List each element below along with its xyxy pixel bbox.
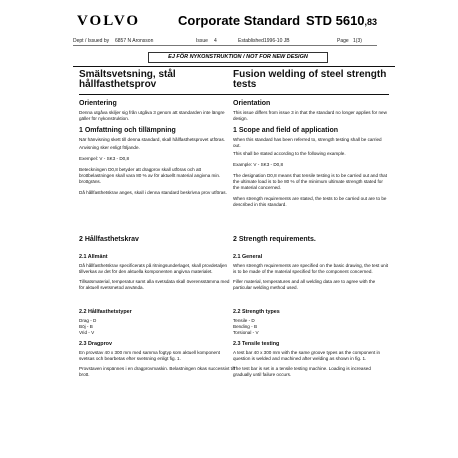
en-section-2-1-heading: 2.1 General <box>233 254 263 260</box>
sv-strength-type-bending: Böj - B <box>79 324 93 329</box>
en-section-2-2-heading: 2.2 Strength types <box>233 309 280 315</box>
en-section-1-example: Example: V - SK3 - D0,8 <box>233 162 284 167</box>
en-section-2 <box>233 236 389 246</box>
en-section-1-heading: 1 Scope and field of application <box>233 127 339 134</box>
sv-section-1-p4: Beteckningen D0,8 betyder att dragprov skall utföras och att brottbelastningen skall vara 80 % av för aktuellt material angivna min. brottgräns. <box>79 167 221 184</box>
issue-label: Issue <box>196 38 208 44</box>
en-section-1 <box>233 127 389 210</box>
sv-section-1-example: Exempel: V - SK3 - D0,8 <box>79 156 130 161</box>
brand-logo: VOLVO <box>77 13 141 29</box>
sv-section-2-1-p1: Då hållfasthetskrav specificerats på ritningsunderlaget, skall provdetaljen tillverkas av det för den aktuella komponenten angivna materialet. <box>79 263 228 274</box>
sv-section-2-2-heading: 2.2 Hållfasthetstyper <box>79 309 132 315</box>
sv-strength-type-tensile: Drag - D <box>79 318 97 323</box>
sv-section-2-3 <box>79 341 235 380</box>
swedish-title: Smältsvetsning, stål hållfasthetsprov <box>79 69 176 90</box>
en-section-1-p4: The designation D0,8 means that tensile testing is to be carried out and that the ultimate load is to be 80 % of the minimum ultimate strength stated for the material concerned. <box>233 173 387 190</box>
en-section-2-3-heading: 2.3 Tensile testing <box>233 341 280 347</box>
en-section-2-heading: 2 Strength requirements. <box>233 236 316 243</box>
sv-section-2-3-p1: En provstav 40 x 300 mm med samma fogtyp som aktuell komponent svetsas och bearbetas efter svetsning enligt fig. 1. <box>79 350 220 361</box>
dept-value: 6857 N Aronsson <box>115 38 154 44</box>
en-section-2-1-p2: Filler material, temperatures and all welding data are to agree with the particular welding method used. <box>233 279 376 290</box>
en-section-2-3-p2: The test bar is set in a tensile testing machine. Loading is increased gradually until failure occurs. <box>233 366 371 377</box>
en-section-2-3-p1: A test bar 40 x 300 mm with the same groove types as the component in question is welded and machined after welding as shown in fig. 1. <box>233 350 381 361</box>
sv-section-2-1-p2: Tillsatsmaterial, temperatur samt alla svetsdata skall överensstämma med för aktuell svetsmetod använda. <box>79 279 230 290</box>
sv-section-2-2 <box>79 309 235 336</box>
en-section-2-2 <box>233 309 389 336</box>
sv-section-1 <box>79 127 235 198</box>
dept-label: Dept / Issued by <box>73 38 110 44</box>
en-section-2-3 <box>233 341 389 380</box>
sv-section-2-heading: 2 Hållfasthetskrav <box>79 236 139 243</box>
sv-section-1-p2: Anvisning sker enligt följande. <box>79 145 140 150</box>
en-section-1-p5: When strength requirements are stated, the tests to be carried out are to be described in this standard. <box>233 196 387 207</box>
sv-section-2 <box>79 236 235 246</box>
page-value: 1(3) <box>353 38 362 44</box>
sv-section-1-p5: Då hållfasthetskrav anges, skall i denna standard beskrivna prov utföras. <box>79 190 227 195</box>
sv-section-1-p1: När hänvisning skett till denna standard, skall hållfasthetsprovet utföras. <box>79 137 226 142</box>
en-strength-type-tensile: Tensile - D <box>233 318 255 323</box>
en-strength-type-torsion: Torsional - V <box>233 330 259 335</box>
established-label: Established <box>238 38 264 44</box>
standard-edition: ,83 <box>364 17 378 27</box>
en-section-2-1-p1: When strength requirements are specified on the basic drawing, the test unit is to be made of the material specified for the component concerned. <box>233 263 388 274</box>
swedish-title-rule <box>79 94 235 95</box>
en-section-1-p1: When this standard has been referred to, strength testing shall be carried out. <box>233 137 382 148</box>
sv-section-2-1 <box>79 254 235 293</box>
sv-orientering-heading: Orientering <box>79 100 117 107</box>
standard-number-main: STD 5610 <box>306 13 365 28</box>
en-orientation-heading: Orientation <box>233 100 271 107</box>
en-section-2-1 <box>233 254 389 293</box>
not-for-new-design-banner: EJ FÖR NYKONSTRUKTION / NOT FOR NEW DESIGN <box>148 52 328 63</box>
en-strength-type-bending: Bending - B <box>233 324 258 329</box>
sv-orientering-text: Denna utgåva skiljer sig från utgåva 3 genom att standarden inte längre gäller för nykonstruktion. <box>79 110 225 121</box>
sv-section-2-1-heading: 2.1 Allmänt <box>79 254 108 260</box>
sv-section-2-3-heading: 2.3 Dragprov <box>79 341 112 347</box>
swedish-column <box>79 69 236 377</box>
en-orientation <box>233 100 389 124</box>
document-type: Corporate Standard <box>178 13 301 28</box>
sv-section-2-3-p2: Provstaven inspännes i en dragprovmaskin. Belastningen ökas successivt till brott. <box>79 366 236 377</box>
standard-number <box>306 13 377 28</box>
established-value: 1996-10 JB <box>264 38 290 44</box>
sv-strength-type-torsion: Vrid - V <box>79 330 95 335</box>
banner-divider <box>73 66 395 67</box>
en-orientation-text: This issue differs from issue 3 in that the standard no longer applies for new design. <box>233 110 387 121</box>
sv-section-1-heading: 1 Omfattning och tillämpning <box>79 127 176 134</box>
english-title: Fusion welding of steel strength tests <box>233 69 387 90</box>
page-label: Page <box>337 38 349 44</box>
issue-value: 4 <box>214 38 217 44</box>
header-divider <box>73 45 377 46</box>
en-section-1-p2: This shall be stated according to the following example. <box>233 151 346 156</box>
english-title-rule <box>233 94 389 95</box>
sv-orientering <box>79 100 235 124</box>
english-column <box>233 69 389 377</box>
